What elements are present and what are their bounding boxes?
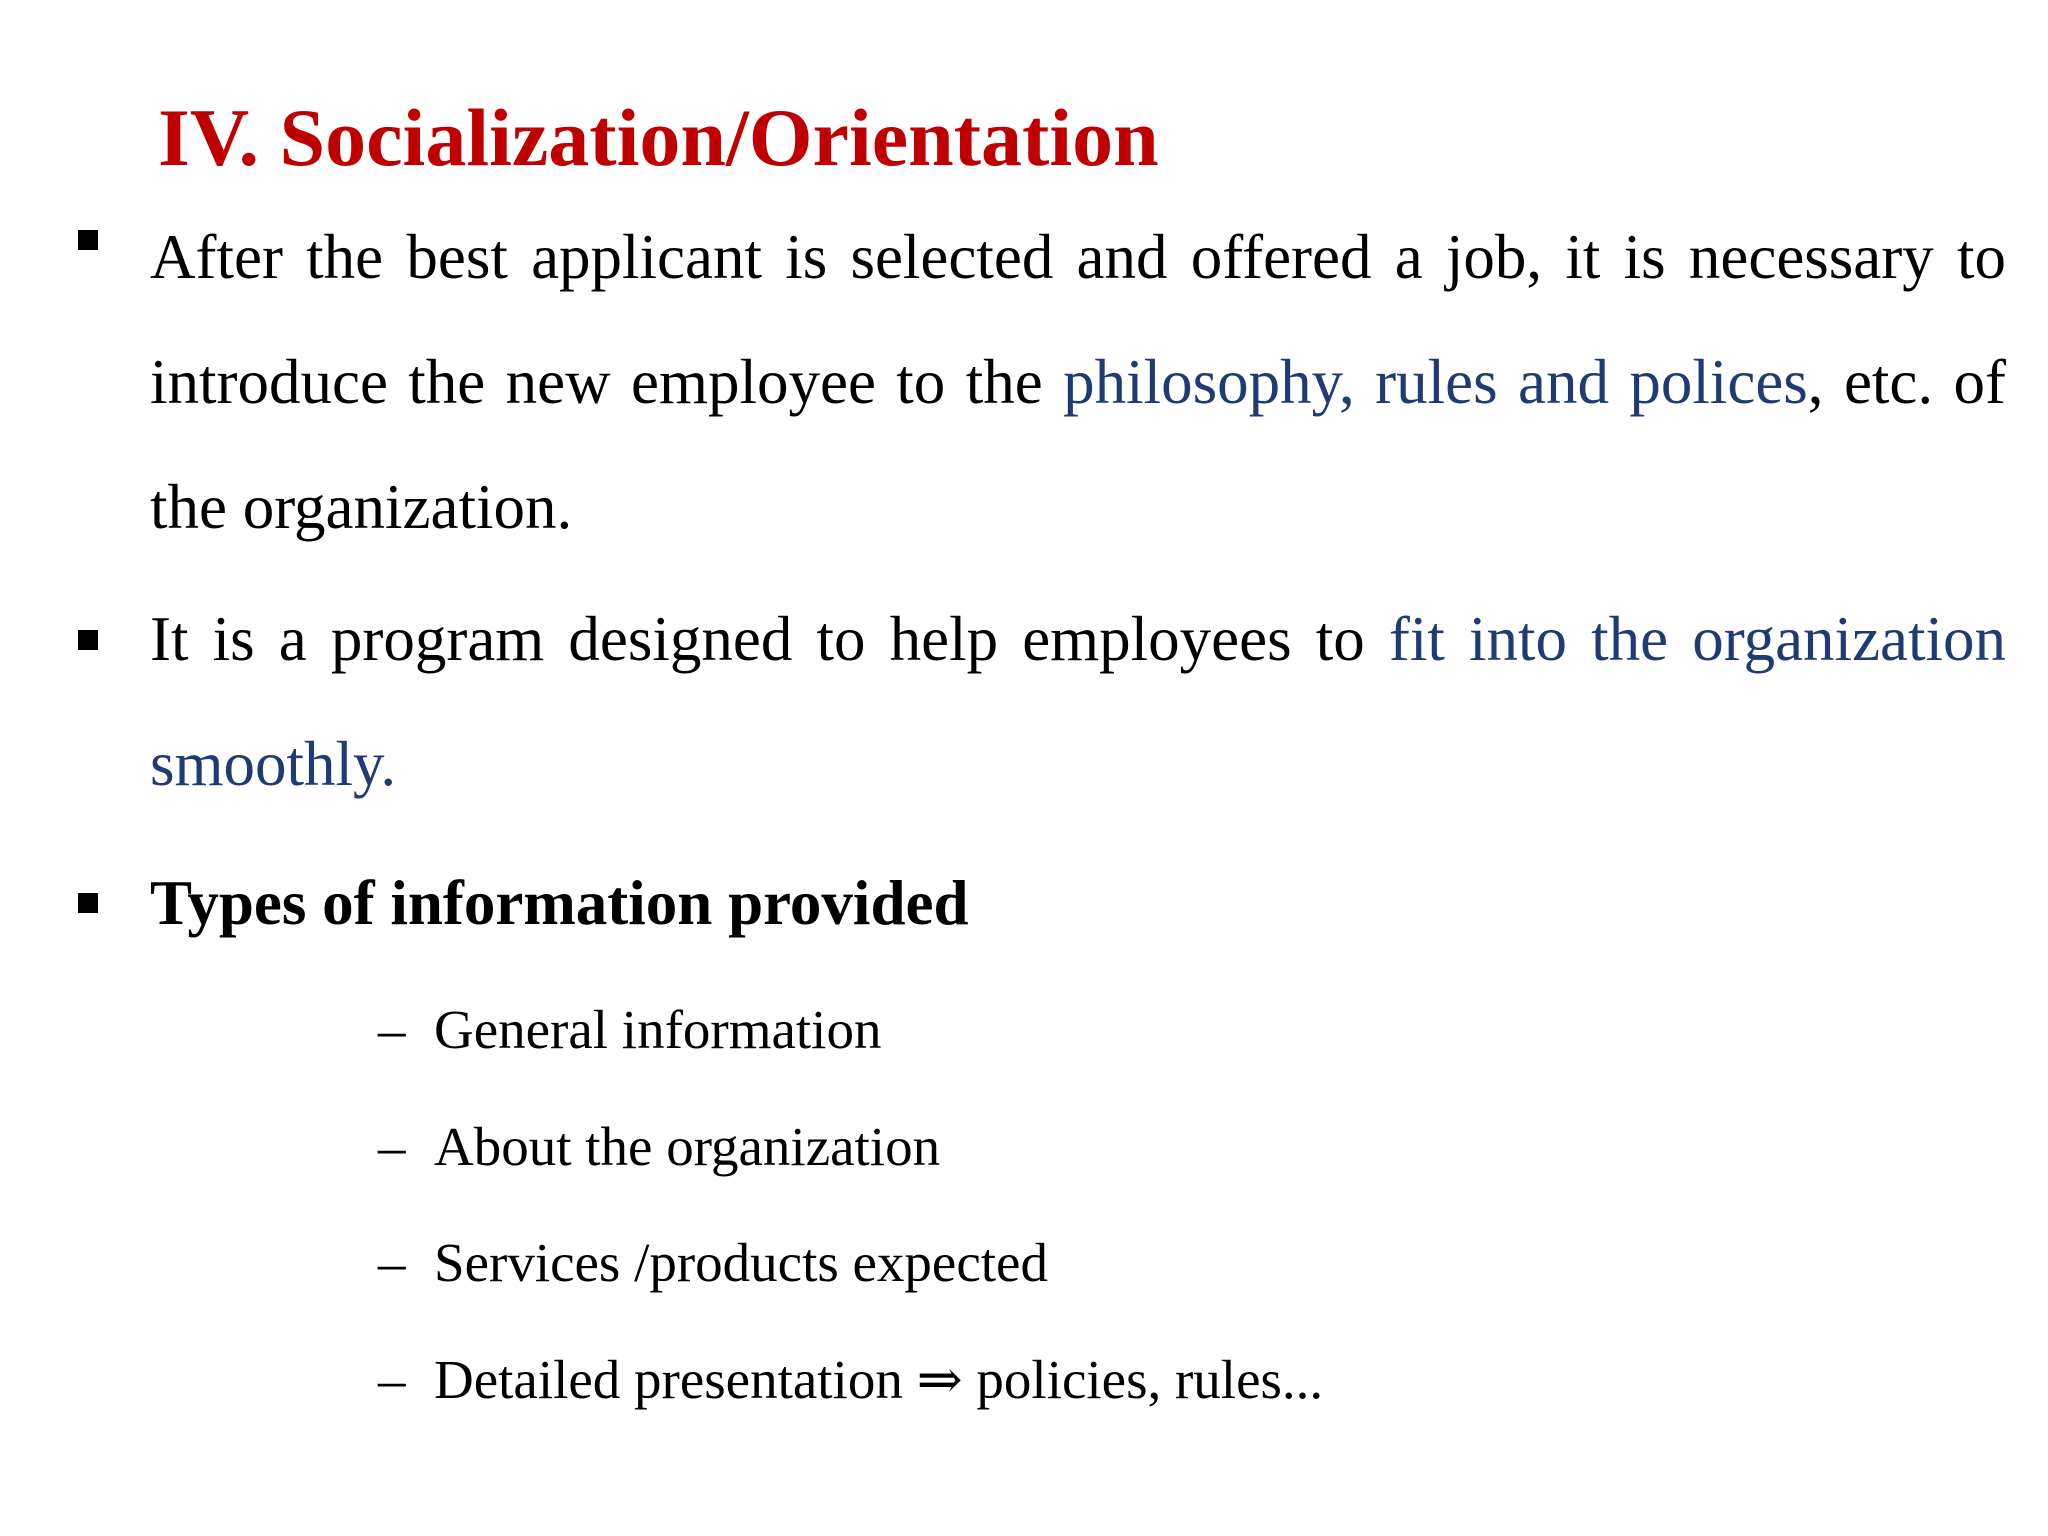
sub-list-item [378,1223,1048,1303]
slide-title: IV. Socialization/Orientation [158,92,1159,183]
bullet-paragraph-1 [150,195,2006,570]
dash-icon: – [378,1349,406,1410]
sub-list-item-text: Detailed presentation ⇒ policies, rules... [434,1349,1324,1410]
sub-list-item [378,1107,940,1187]
sub-list-item [378,1340,1323,1420]
bullet-paragraph-2 [150,577,2006,827]
bullet-square-icon [78,230,98,250]
dash-icon: – [378,1116,406,1177]
bullet-1-text-start: After the best applicant is selected and offered a job, it is necessary to introduce the new employee to the [150,222,2006,417]
dash-icon: – [378,999,406,1060]
bullet-square-icon [78,893,98,913]
bullet-1-text-end: , etc. of the organization. [150,347,2006,542]
bullet-2-highlight: fit into the organization smoothly. [150,604,2006,799]
bullet-square-icon [78,630,98,650]
bullet-1-highlight: philosophy, rules and polices [1063,347,1808,417]
dash-icon: – [378,1232,406,1293]
bullet-3-heading: Types of information provided [150,868,969,938]
sub-list-item-text: General information [434,999,882,1060]
sub-list-item [378,990,881,1070]
sub-list-item-text: Services /products expected [434,1232,1048,1293]
sub-list-item-text: About the organization [434,1116,941,1177]
bullet-2-text-start: It is a program designed to help employees to [150,604,1389,674]
